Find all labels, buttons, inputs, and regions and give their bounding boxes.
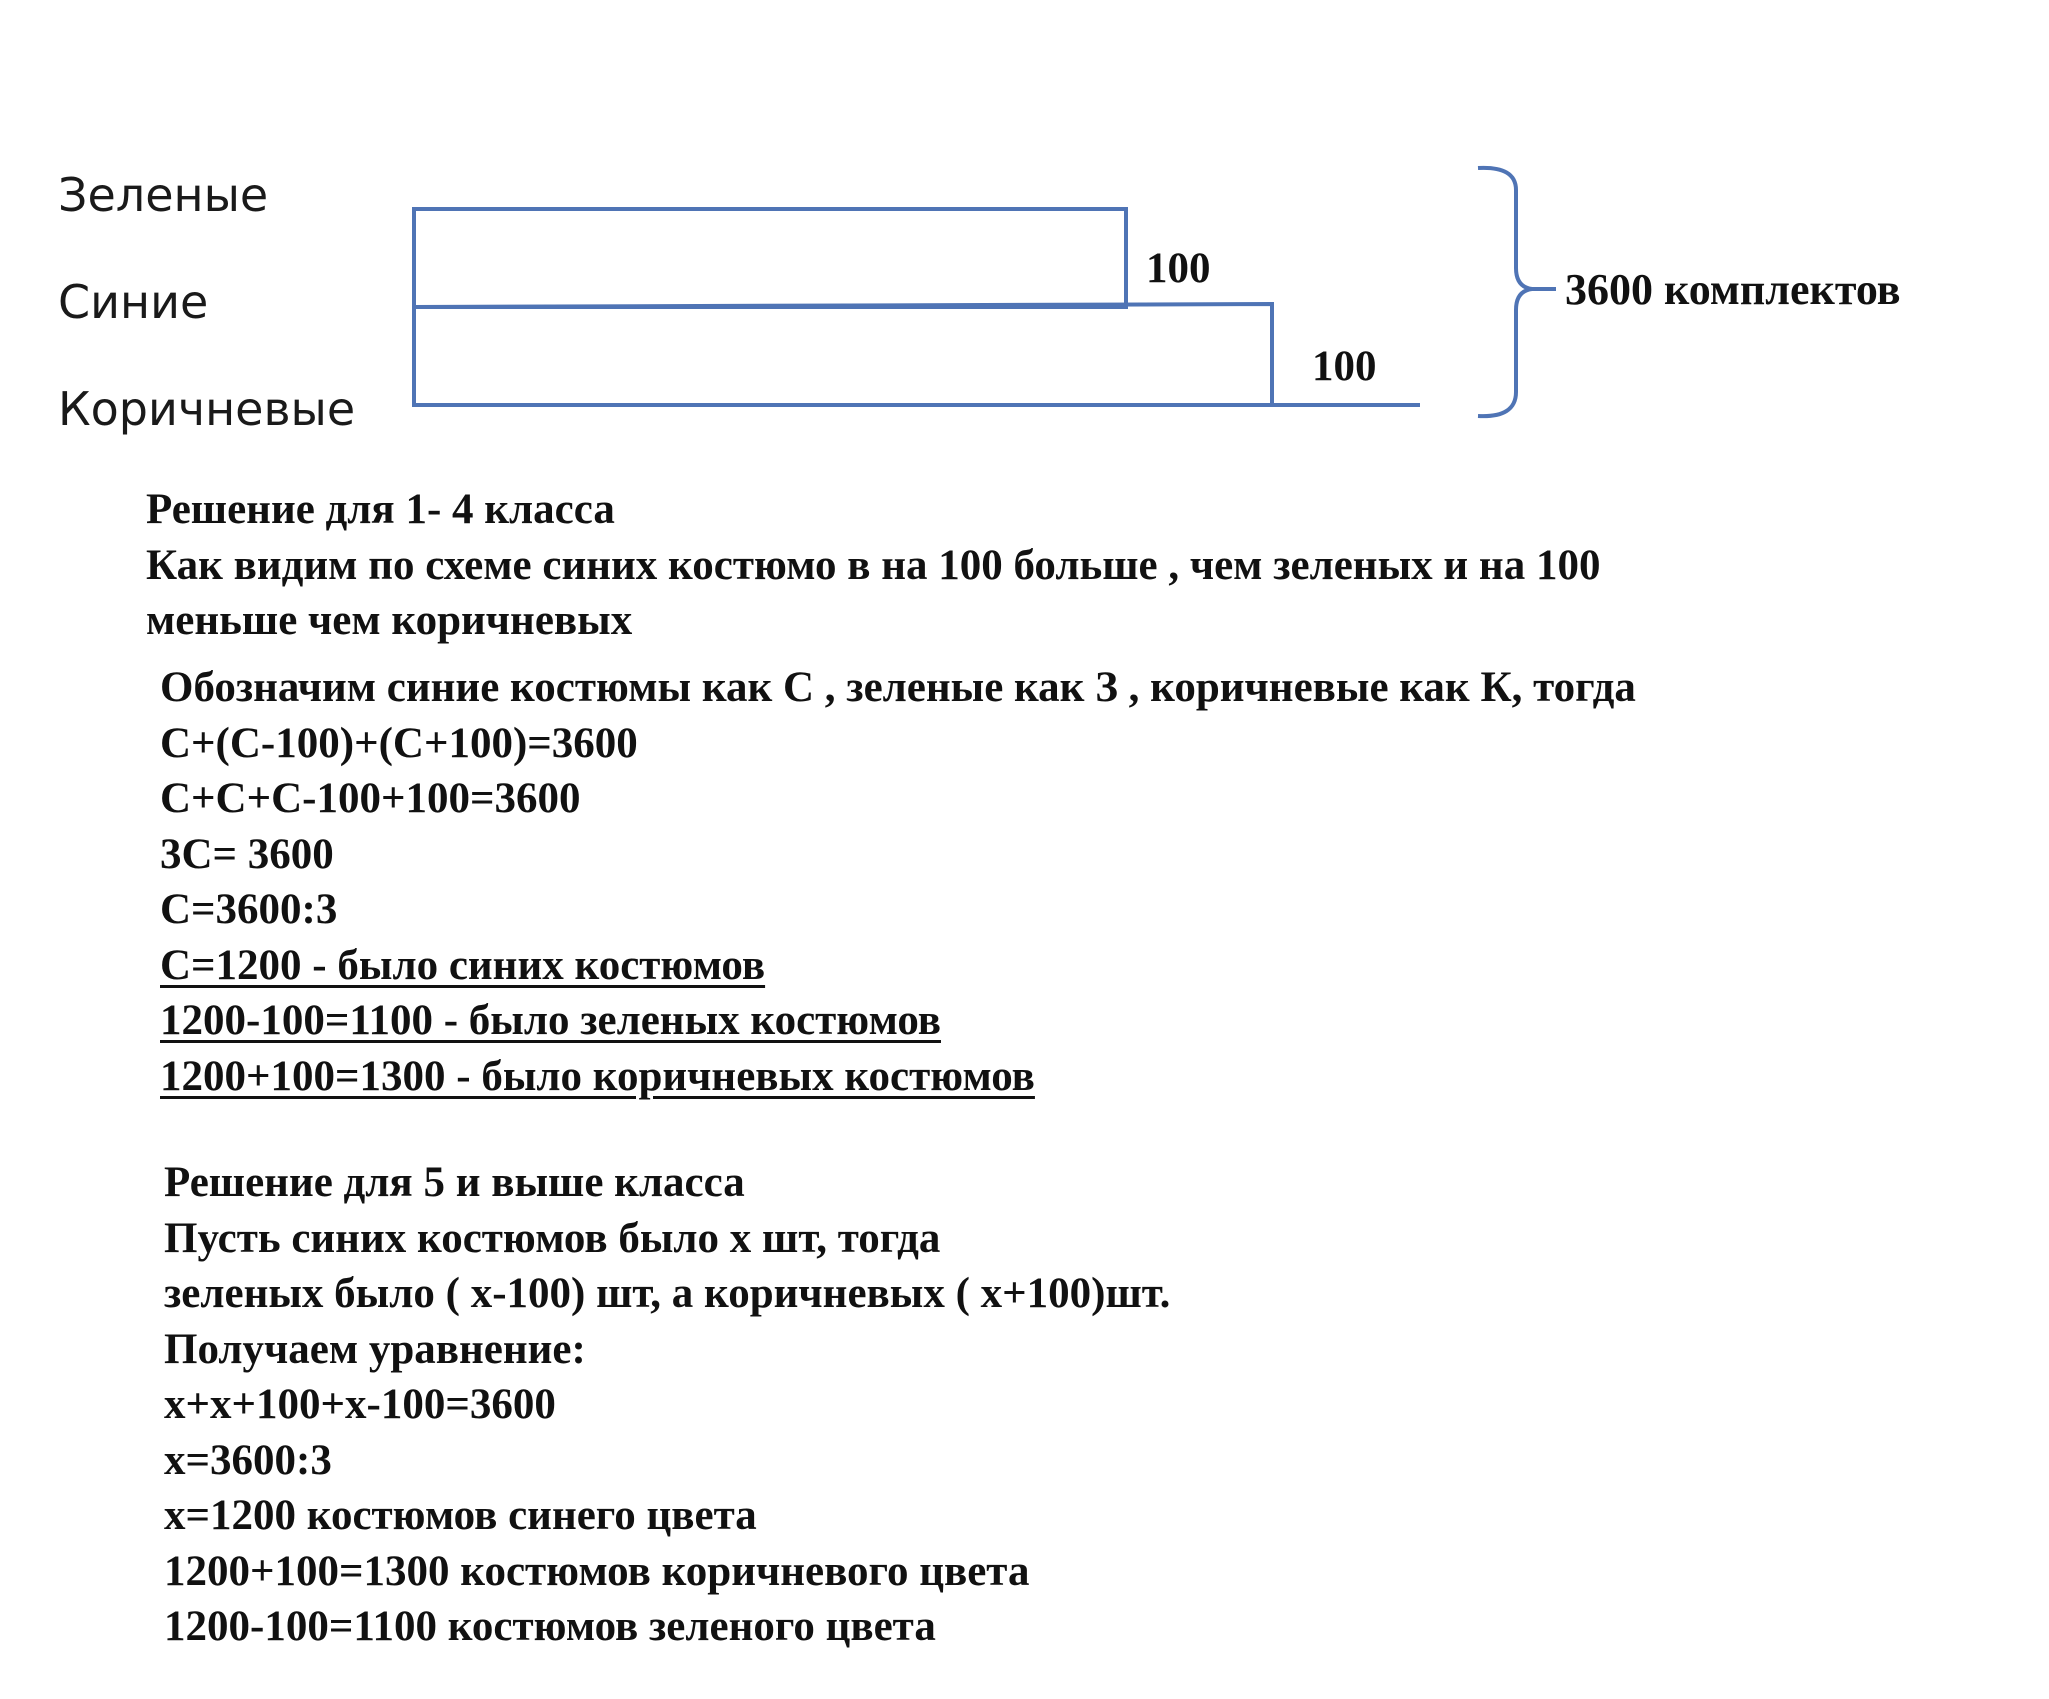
- equation-line: 3С= 3600: [160, 830, 334, 878]
- answer-line: 1200-100=1100 костюмов зеленого цвета: [164, 1603, 936, 1650]
- bars: [414, 209, 1418, 405]
- answer-brown: 1200+100=1300 - было коричневых костюмов: [160, 1052, 1035, 1100]
- solution-1-4: [146, 482, 1600, 649]
- total-brace: [1478, 168, 1556, 416]
- solution-1-4-line: Как видим по схеме синих костюмо в на 100 больше , чем зеленых и на 100: [146, 541, 1601, 589]
- difference-blue-brown: 100: [1312, 343, 1377, 390]
- bar-green: [414, 209, 1126, 307]
- total-label: 3600 комплектов: [1565, 265, 1901, 314]
- label-blue: Синие: [58, 275, 209, 329]
- solution-1-4-line: меньше чем коричневых: [146, 597, 633, 644]
- answer-line: [160, 1049, 1636, 1105]
- answer-line: 1200+100=1300 костюмов коричневого цвета: [164, 1547, 1030, 1595]
- solution-5-plus-title: Решение для 5 и выше класса: [164, 1159, 745, 1206]
- solution-5-plus-line: Получаем уравнение:: [164, 1325, 586, 1373]
- bar-blue: [414, 304, 1272, 405]
- answer-blue: С=1200 - было синих костюмов: [160, 941, 766, 989]
- equation-line: С+С+С-100+100=3600: [160, 775, 581, 822]
- bar-scheme-diagram: [0, 0, 2049, 440]
- label-green: Зеленые: [58, 168, 269, 222]
- equation-line: С=3600:3: [160, 886, 338, 933]
- answer-line: х=1200 костюмов синего цвета: [164, 1492, 757, 1539]
- solution-5-plus: [164, 1155, 1170, 1655]
- label-brown: Коричневые: [58, 382, 356, 436]
- answer-green: 1200-100=1100 - было зеленых костюмов: [160, 997, 941, 1044]
- solution-letters-line: Обозначим синие костюмы как С , зеленые как З , коричневые как К, тогда: [160, 664, 1636, 711]
- solution-1-4-title: Решение для 1- 4 класса: [146, 486, 615, 533]
- difference-green-blue: 100: [1146, 245, 1211, 292]
- equation-line: х=3600:3: [164, 1436, 332, 1484]
- solution-5-plus-line: зеленых было ( х-100) шт, а коричневых ( х+100)шт.: [164, 1270, 1171, 1317]
- equation-line: С+(С-100)+(С+100)=3600: [160, 719, 638, 767]
- solution-letters: [160, 660, 1636, 1104]
- answer-line: [160, 993, 1636, 1049]
- solution-5-plus-line: Пусть синих костюмов было х шт, тогда: [164, 1214, 941, 1262]
- answer-line: [160, 938, 1636, 994]
- equation-line: х+х+100+х-100=3600: [164, 1381, 556, 1428]
